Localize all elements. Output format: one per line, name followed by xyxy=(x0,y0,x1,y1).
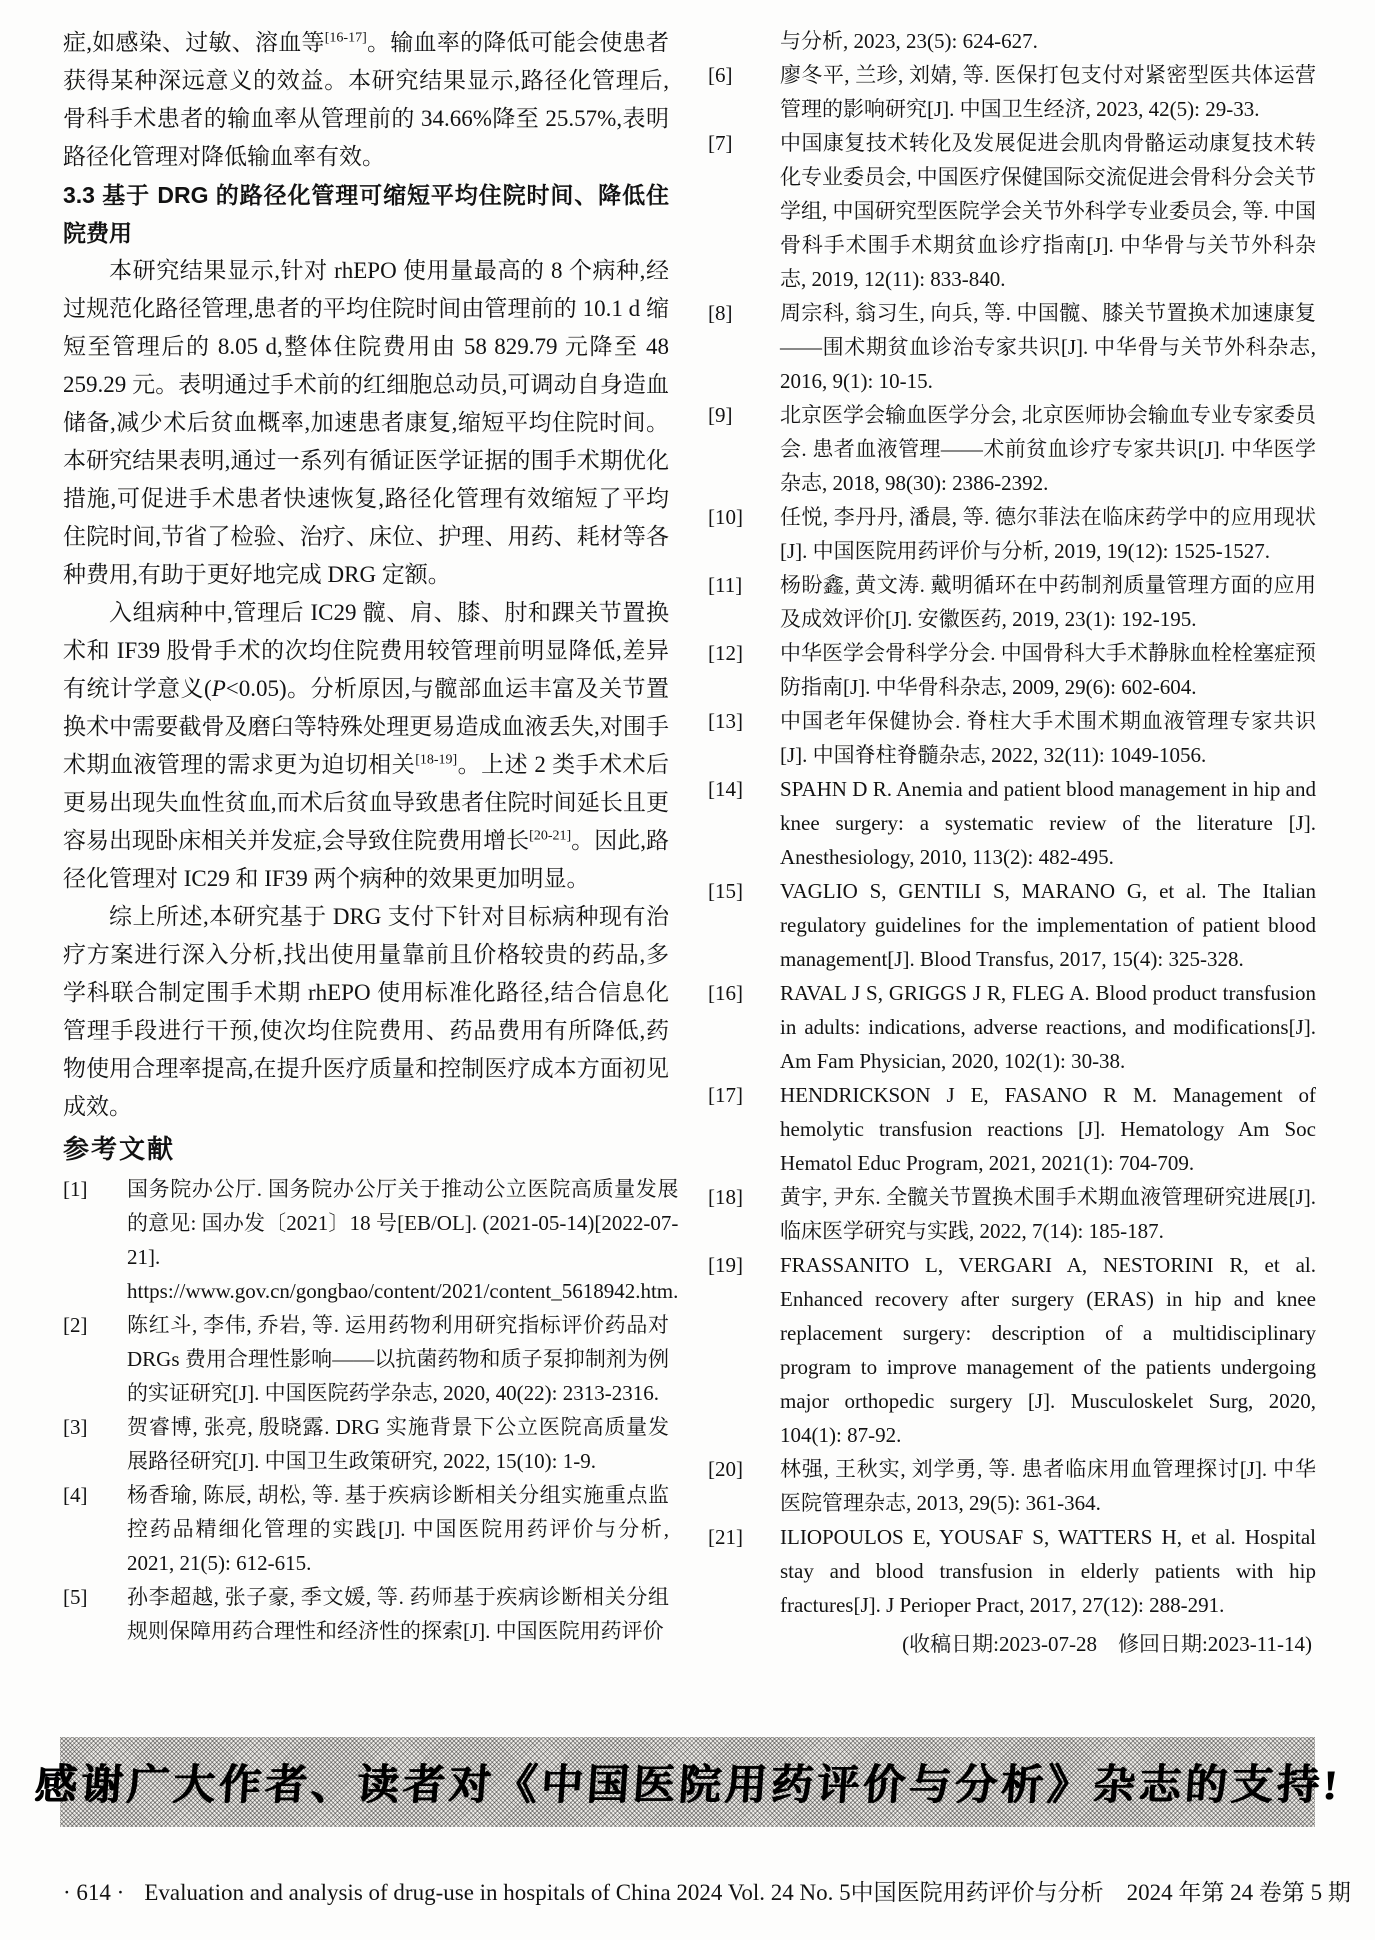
reference-number: [5] xyxy=(63,1585,88,1609)
reference-text: 中国康复技术转化及发展促进会肌肉骨骼运动康复技术转化专业委员会, 中国医疗保健国际交流促进会骨科分会关节学组, 中国研究型医院学会关节外科学专业委员会, 等. 中国骨科手术围手术期贫血诊疗指南[J]. 中华骨与关节外科杂志, 2019, 12(11): 833-840. xyxy=(780,131,1316,291)
reference-text: 孙李超越, 张子豪, 季文媛, 等. 药师基于疾病诊断相关分组规则保障用药合理性和经济性的探索[J]. 中国医院用药评价 xyxy=(127,1585,669,1643)
reference-number: [9] xyxy=(708,403,733,427)
reference-text: 杨盼鑫, 黄文涛. 戴明循环在中药制剂质量管理方面的应用及成效评价[J]. 安徽医药, 2019, 23(1): 192-195. xyxy=(780,573,1316,631)
reference-item xyxy=(708,1078,1316,1180)
body-paragraph: 入组病种中,管理后 IC29 髋、肩、膝、肘和踝关节置换术和 IF39 股骨手术的次均住院费用较管理前明显降低,差异有统计学意义(P<0.05)。分析原因,与髋部血运丰富及关节置换术中需要截骨及磨臼等特殊处理更易造成血液丢失,对围手术期血液管理的需求更为迫切相关[18-19]。上述 2 类手术术后更易出现失血性贫血,而术后贫血导致患者住院时间延长且更容易出现卧床相关并发症,会导致住院费用增长[20-21]。因此,路径化管理对 IC29 和 IF39 两个病种的效果更加明显。 xyxy=(63,600,670,891)
reference-continuation xyxy=(708,24,1316,58)
reference-text: 林强, 王秋实, 刘学勇, 等. 患者临床用血管理探讨[J]. 中华医院管理杂志, 2013, 29(5): 361-364. xyxy=(780,1457,1316,1515)
reference-text: 国务院办公厅. 国务院办公厅关于推动公立医院高质量发展的意见: 国办发〔2021〕18 号[EB/OL]. (2021-05-14)[2022-07-21]. https://www.gov.cn/gongbao/content/2021/content_5618942.htm. xyxy=(127,1177,679,1303)
references-list-left xyxy=(63,1172,679,1648)
reference-text: 贺睿博, 张亮, 殷晓露. DRG 实施背景下公立医院高质量发展路径研究[J]. 中国卫生政策研究, 2022, 15(10): 1-9. xyxy=(127,1415,669,1473)
reference-item xyxy=(708,1248,1316,1452)
reference-item xyxy=(708,772,1316,874)
reference-item xyxy=(708,500,1316,568)
reference-item xyxy=(708,636,1316,704)
references-list-right xyxy=(708,58,1316,1622)
reference-number: [14] xyxy=(708,777,743,801)
reference-number: [8] xyxy=(708,301,733,325)
page-number: · 614 · xyxy=(63,1880,125,1905)
journal-thanks-banner xyxy=(32,1737,1342,1827)
reference-item xyxy=(63,1580,669,1648)
reference-item xyxy=(63,1172,679,1308)
right-column xyxy=(708,24,1316,1662)
reference-item xyxy=(708,874,1316,976)
reference-text: VAGLIO S, GENTILI S, MARANO G, et al. The Italian regulatory guidelines for the implementation of patient blood management[J]. Blood Transfus, 2017, 15(4): 325-328. xyxy=(780,879,1316,971)
reference-number: [2] xyxy=(63,1313,88,1337)
reference-item xyxy=(708,296,1316,398)
reference-text: 周宗科, 翁习生, 向兵, 等. 中国髋、膝关节置换术加速康复——围术期贫血诊治专家共识[J]. 中华骨与关节外科杂志, 2016, 9(1): 10-15. xyxy=(780,301,1316,393)
footer-left xyxy=(63,1876,851,1910)
reference-text: 与分析, 2023, 23(5): 624-627. xyxy=(780,29,1038,53)
reference-text: RAVAL J S, GRIGGS J R, FLEG A. Blood product transfusion in adults: indications, adverse reactions, and modifications[J]. Am Fam Physician, 2020, 102(1): 30-38. xyxy=(780,981,1316,1073)
reference-number: [17] xyxy=(708,1083,743,1107)
reference-item xyxy=(708,1520,1316,1622)
reference-number: [13] xyxy=(708,709,743,733)
reference-text: 黄宇, 尹东. 全髋关节置换术围手术期血液管理研究进展[J]. 临床医学研究与实践, 2022, 7(14): 185-187. xyxy=(780,1185,1316,1243)
reference-text: 中华医学会骨科学分会. 中国骨科大手术静脉血栓栓塞症预防指南[J]. 中华骨科杂志, 2009, 29(6): 602-604. xyxy=(780,641,1316,699)
reference-text: HENDRICKSON J E, FASANO R M. Management of hemolytic transfusion reactions [J]. Hematology Am Soc Hematol Educ Program, 2021, 2021(1): 704-709. xyxy=(780,1083,1316,1175)
body-paragraphs xyxy=(63,24,669,1126)
reference-number: [20] xyxy=(708,1457,743,1481)
reference-item xyxy=(63,1308,669,1410)
reference-item xyxy=(708,568,1316,636)
received-revised-dates: (收稿日期:2023-07-28 修回日期:2023-11-14) xyxy=(902,1632,1312,1656)
reference-number: [10] xyxy=(708,505,743,529)
body-paragraph: 综上所述,本研究基于 DRG 支付下针对目标病种现有治疗方案进行深入分析,找出使用量靠前且价格较贵的药品,多学科联合制定围手术期 rhEPO 使用标准化路径,结合信息化管理手段进行干预,使次均住院费用、药品费用有所降低,药物使用合理率提高,在提升医疗质量和控制医疗成本方面初见成效。 xyxy=(63,904,669,1119)
reference-number: [11] xyxy=(708,573,743,597)
reference-text: 廖冬平, 兰珍, 刘婧, 等. 医保打包支付对紧密型医共体运营管理的影响研究[J]. 中国卫生经济, 2023, 42(5): 29-33. xyxy=(780,63,1316,121)
reference-text: 陈红斗, 李伟, 乔岩, 等. 运用药物利用研究指标评价药品对 DRGs 费用合理性影响——以抗菌药物和质子泵抑制剂为例的实证研究[J]. 中国医院药学杂志, 2020, 40(22): 2313-2316. xyxy=(127,1313,669,1405)
journal-title-chinese: 中国医院用药评价与分析 2024 年第 24 卷第 5 期 xyxy=(850,1880,1351,1905)
reference-number: [1] xyxy=(63,1177,88,1201)
reference-text: 杨香瑜, 陈辰, 胡松, 等. 基于疾病诊断相关分组实施重点监控药品精细化管理的实践[J]. 中国医院用药评价与分析, 2021, 21(5): 612-615. xyxy=(127,1483,669,1575)
reference-number: [18] xyxy=(708,1185,743,1209)
reference-text: 北京医学会输血医学分会, 北京医师协会输血专业专家委员会. 患者血液管理——术前贫血诊疗专家共识[J]. 中华医学杂志, 2018, 98(30): 2386-2392. xyxy=(780,403,1316,495)
italic-symbol: P xyxy=(211,676,226,701)
reference-number: [21] xyxy=(708,1525,743,1549)
reference-text: ILIOPOULOS E, YOUSAF S, WATTERS H, et al. Hospital stay and blood transfusion in elderly patients with hip fractures[J]. J Perioper Pract, 2017, 27(12): 288-291. xyxy=(780,1525,1316,1617)
reference-text: 中国老年保健协会. 脊柱大手术围术期血液管理专家共识[J]. 中国脊柱脊髓杂志, 2022, 32(11): 1049-1056. xyxy=(780,709,1316,767)
reference-number: [7] xyxy=(708,131,733,155)
reference-number: [16] xyxy=(708,981,743,1005)
banner-text: 感谢广大作者、读者对《中国医院用药评价与分析》杂志的支持! xyxy=(32,1763,1342,1809)
reference-item xyxy=(708,976,1316,1078)
reference-item xyxy=(708,1452,1316,1520)
body-paragraph: 本研究结果显示,针对 rhEPO 使用量最高的 8 个病种,经过规范化路径管理,患者的平均住院时间由管理前的 10.1 d 缩短至管理后的 8.05 d,整体住院费用由 58 829.79 元降至 48 259.29 元。表明通过手术前的红细胞总动员,可调动自身造血储备,减少术后贫血概率,加速患者康复,缩短平均住院时间。本研究结果表明,通过一系列有循证医学证据的围手术期优化措施,可促进手术患者快速恢复,路径化管理有效缩短了平均住院时间,节省了检验、治疗、床位、护理、用药、耗材等各种费用,有助于更好地完成 DRG 定额。 xyxy=(63,258,669,587)
body-paragraph: 症,如感染、过敏、溶血等[16-17]。输血率的降低可能会使患者获得某种深远意义的效益。本研究结果显示,路径化管理后,骨科手术患者的输血率从管理前的 34.66%降至 25.57%,表明路径化管理对降低输血率有效。 xyxy=(63,30,669,169)
left-column xyxy=(63,24,679,1648)
references-heading: 参考文献 xyxy=(63,1134,176,1164)
citation-superscript: [18-19] xyxy=(415,752,458,768)
reference-item xyxy=(708,704,1316,772)
reference-text: SPAHN D R. Anemia and patient blood management in hip and knee surgery: a systematic review of the literature [J]. Anesthesiology, 2010, 113(2): 482-495. xyxy=(780,777,1316,869)
reference-item xyxy=(708,126,1316,296)
reference-item xyxy=(63,1410,669,1478)
reference-text: 任悦, 李丹丹, 潘晨, 等. 德尔菲法在临床药学中的应用现状[J]. 中国医院用药评价与分析, 2019, 19(12): 1525-1527. xyxy=(780,505,1316,563)
reference-number: [3] xyxy=(63,1415,88,1439)
reference-number: [6] xyxy=(708,63,733,87)
reference-item xyxy=(708,398,1316,500)
reference-text: FRASSANITO L, VERGARI A, NESTORINI R, et al. Enhanced recovery after surgery (ERAS) in hip and knee replacement surgery: description of a multidisciplinary program to improve management of the patients undergoing major orthopedic surgery [J]. Musculoskelet Surg, 2020, 104(1): 87-92. xyxy=(780,1253,1316,1447)
reference-number: [4] xyxy=(63,1483,88,1507)
reference-item xyxy=(63,1478,669,1580)
reference-item xyxy=(708,58,1316,126)
journal-title-english: Evaluation and analysis of drug-use in hospitals of China 2024 Vol. 24 No. 5 xyxy=(144,1880,851,1905)
citation-superscript: [20-21] xyxy=(529,828,572,844)
page-footer xyxy=(63,1876,1351,1910)
reference-number: [15] xyxy=(708,879,743,903)
reference-number: [19] xyxy=(708,1253,743,1277)
reference-number xyxy=(708,24,780,58)
reference-item xyxy=(708,1180,1316,1248)
citation-superscript: [16-17] xyxy=(324,30,367,46)
section-heading: 3.3 基于 DRG 的路径化管理可缩短平均住院时间、降低住院费用 xyxy=(63,182,669,246)
reference-number: [12] xyxy=(708,641,743,665)
